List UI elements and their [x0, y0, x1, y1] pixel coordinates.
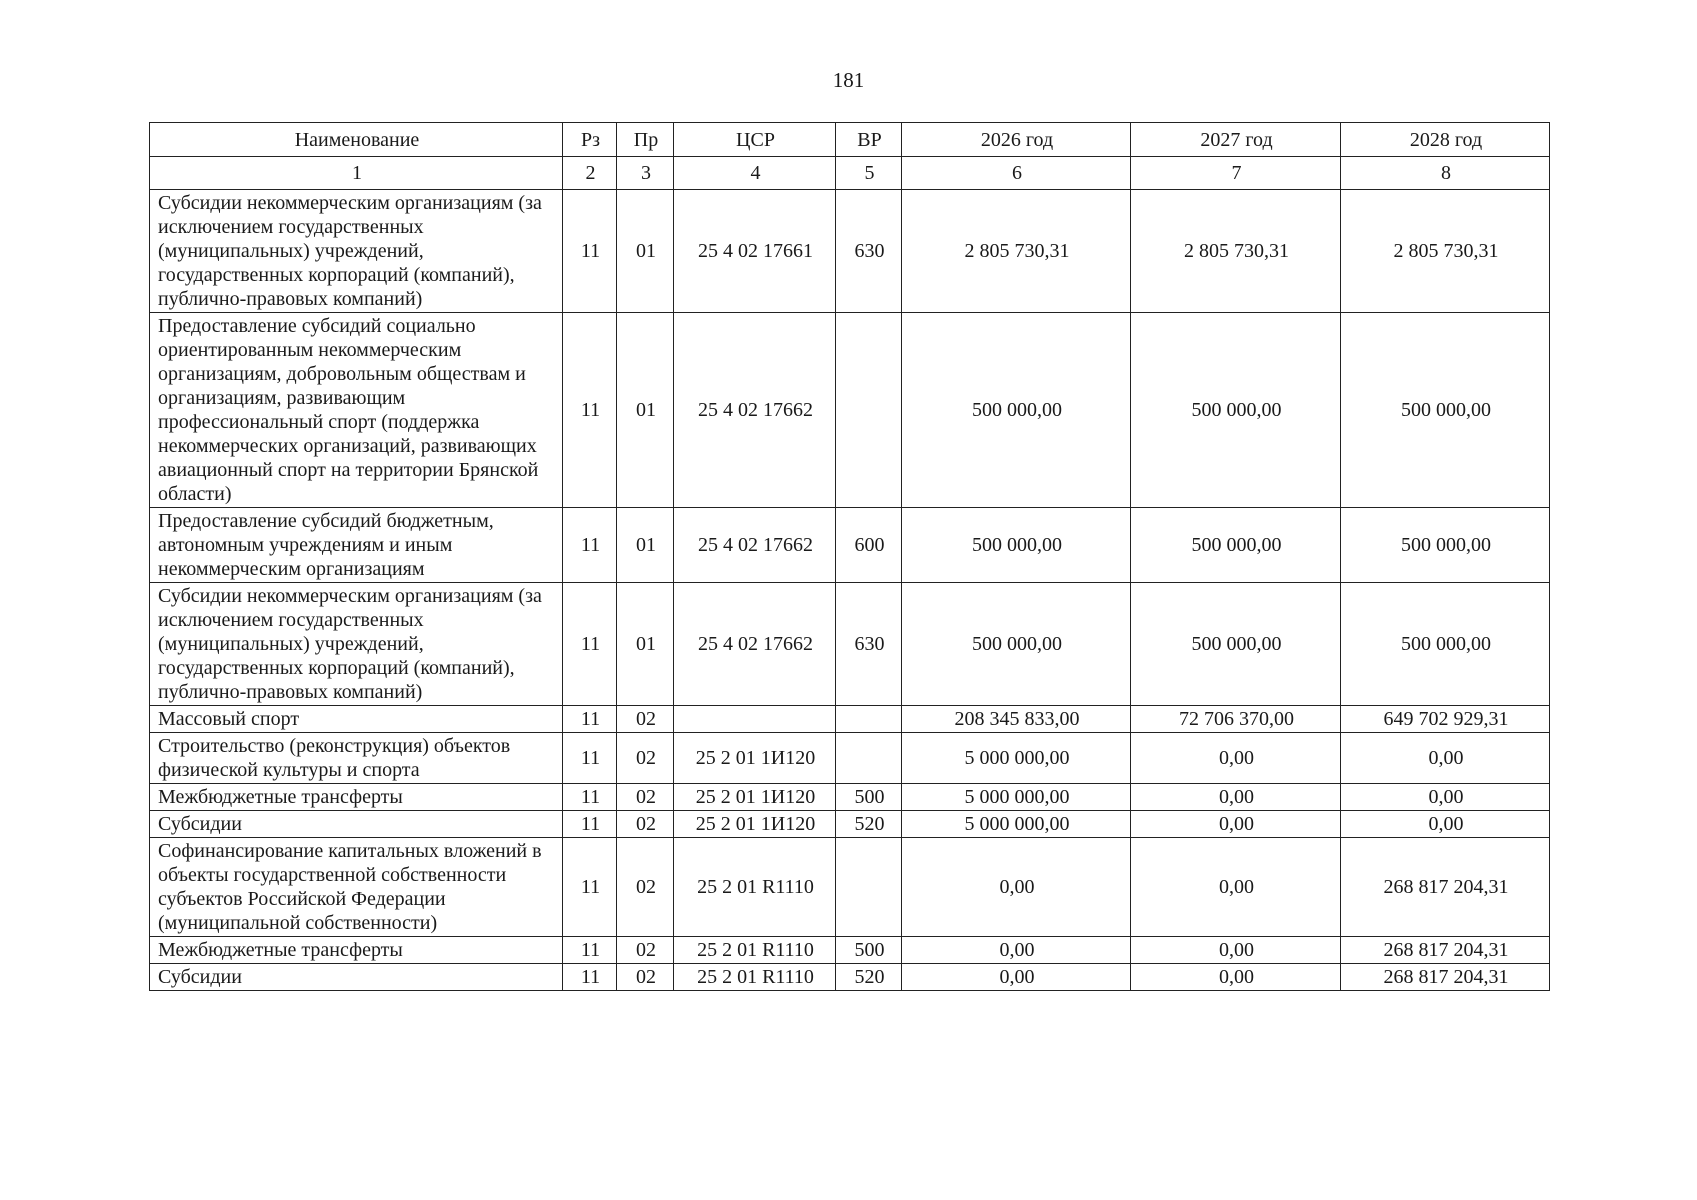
row-vr	[836, 313, 902, 508]
row-name: Предоставление субсидий бюджетным, автономным учреждениям и иным некоммерческим организациям	[150, 508, 563, 583]
column-number: 8	[1341, 157, 1550, 190]
row-pr: 02	[617, 784, 674, 811]
header-2027: 2027 год	[1131, 123, 1341, 157]
row-2026: 500 000,00	[902, 583, 1131, 706]
row-2028: 500 000,00	[1341, 313, 1550, 508]
row-2026: 208 345 833,00	[902, 706, 1131, 733]
table-row	[150, 838, 1550, 937]
table-row	[150, 313, 1550, 508]
row-vr: 520	[836, 964, 902, 991]
row-name: Субсидии	[150, 964, 563, 991]
column-number: 3	[617, 157, 674, 190]
column-number: 4	[674, 157, 836, 190]
row-name: Межбюджетные трансферты	[150, 784, 563, 811]
row-2026: 5 000 000,00	[902, 784, 1131, 811]
row-2027: 0,00	[1131, 964, 1341, 991]
row-2028: 0,00	[1341, 733, 1550, 784]
row-name: Строительство (реконструкция) объектов физической культуры и спорта	[150, 733, 563, 784]
column-number: 1	[150, 157, 563, 190]
row-csr: 25 2 01 R1110	[674, 937, 836, 964]
row-csr: 25 4 02 17662	[674, 583, 836, 706]
row-2026: 5 000 000,00	[902, 733, 1131, 784]
header-pr: Пр	[617, 123, 674, 157]
row-csr: 25 2 01 1И120	[674, 733, 836, 784]
row-pr: 02	[617, 706, 674, 733]
row-csr: 25 4 02 17662	[674, 313, 836, 508]
row-2027: 72 706 370,00	[1131, 706, 1341, 733]
row-2027: 0,00	[1131, 838, 1341, 937]
row-vr	[836, 838, 902, 937]
row-rz: 11	[563, 706, 617, 733]
row-pr: 02	[617, 964, 674, 991]
table-row	[150, 733, 1550, 784]
table-row	[150, 508, 1550, 583]
row-2027: 500 000,00	[1131, 508, 1341, 583]
row-vr	[836, 706, 902, 733]
row-vr: 630	[836, 583, 902, 706]
row-2028: 0,00	[1341, 784, 1550, 811]
table-row	[150, 937, 1550, 964]
row-2026: 2 805 730,31	[902, 190, 1131, 313]
row-rz: 11	[563, 190, 617, 313]
row-2027: 0,00	[1131, 811, 1341, 838]
row-csr	[674, 706, 836, 733]
row-2026: 0,00	[902, 937, 1131, 964]
row-2027: 0,00	[1131, 937, 1341, 964]
row-rz: 11	[563, 733, 617, 784]
row-2028: 649 702 929,31	[1341, 706, 1550, 733]
header-2028: 2028 год	[1341, 123, 1550, 157]
row-2027: 500 000,00	[1131, 583, 1341, 706]
row-2027: 0,00	[1131, 733, 1341, 784]
column-number: 2	[563, 157, 617, 190]
row-2026: 500 000,00	[902, 313, 1131, 508]
row-2028: 268 817 204,31	[1341, 937, 1550, 964]
header-name: Наименование	[150, 123, 563, 157]
column-number: 5	[836, 157, 902, 190]
row-csr: 25 2 01 R1110	[674, 838, 836, 937]
row-name: Софинансирование капитальных вложений в объекты государственной собственности субъектов Российской Федерации (муниципальной собственности)	[150, 838, 563, 937]
table-row	[150, 811, 1550, 838]
row-rz: 11	[563, 838, 617, 937]
row-pr: 02	[617, 733, 674, 784]
budget-table	[149, 122, 1550, 991]
row-2028: 500 000,00	[1341, 583, 1550, 706]
row-2027: 2 805 730,31	[1131, 190, 1341, 313]
row-vr: 500	[836, 784, 902, 811]
row-pr: 02	[617, 838, 674, 937]
row-pr: 01	[617, 313, 674, 508]
row-rz: 11	[563, 313, 617, 508]
row-pr: 02	[617, 811, 674, 838]
row-vr: 500	[836, 937, 902, 964]
row-csr: 25 2 01 1И120	[674, 784, 836, 811]
header-vr: ВР	[836, 123, 902, 157]
row-rz: 11	[563, 583, 617, 706]
row-name: Предоставление субсидий социально ориентированным некоммерческим организациям, добровольным обществам и организациям, развивающим профессиональный спорт (поддержка некоммерческих организаций, развивающих авиационный спорт на территории Брянской области)	[150, 313, 563, 508]
row-name: Межбюджетные трансферты	[150, 937, 563, 964]
row-2028: 0,00	[1341, 811, 1550, 838]
row-2026: 500 000,00	[902, 508, 1131, 583]
row-2026: 0,00	[902, 838, 1131, 937]
row-csr: 25 2 01 R1110	[674, 964, 836, 991]
row-csr: 25 4 02 17661	[674, 190, 836, 313]
row-rz: 11	[563, 811, 617, 838]
row-vr: 600	[836, 508, 902, 583]
row-rz: 11	[563, 784, 617, 811]
row-2028: 268 817 204,31	[1341, 964, 1550, 991]
header-2026: 2026 год	[902, 123, 1131, 157]
table-row	[150, 190, 1550, 313]
row-2026: 5 000 000,00	[902, 811, 1131, 838]
row-csr: 25 2 01 1И120	[674, 811, 836, 838]
row-vr	[836, 733, 902, 784]
row-name: Субсидии некоммерческим организациям (за исключением государственных (муниципальных) учреждений, государственных корпораций (компаний), публично-правовых компаний)	[150, 190, 563, 313]
row-2027: 0,00	[1131, 784, 1341, 811]
column-number-row	[150, 157, 1550, 190]
row-name: Субсидии некоммерческим организациям (за исключением государственных (муниципальных) учреждений, государственных корпораций (компаний), публично-правовых компаний)	[150, 583, 563, 706]
row-rz: 11	[563, 964, 617, 991]
row-pr: 01	[617, 190, 674, 313]
row-name: Массовый спорт	[150, 706, 563, 733]
row-2028: 500 000,00	[1341, 508, 1550, 583]
row-csr: 25 4 02 17662	[674, 508, 836, 583]
row-rz: 11	[563, 508, 617, 583]
row-2026: 0,00	[902, 964, 1131, 991]
row-vr: 630	[836, 190, 902, 313]
row-pr: 01	[617, 508, 674, 583]
table-row	[150, 583, 1550, 706]
row-pr: 01	[617, 583, 674, 706]
row-2028: 2 805 730,31	[1341, 190, 1550, 313]
row-name: Субсидии	[150, 811, 563, 838]
column-number: 7	[1131, 157, 1341, 190]
row-vr: 520	[836, 811, 902, 838]
row-2028: 268 817 204,31	[1341, 838, 1550, 937]
row-pr: 02	[617, 937, 674, 964]
header-csr: ЦСР	[674, 123, 836, 157]
column-number: 6	[902, 157, 1131, 190]
table-row	[150, 784, 1550, 811]
row-2027: 500 000,00	[1131, 313, 1341, 508]
row-rz: 11	[563, 937, 617, 964]
table-row	[150, 706, 1550, 733]
page-number: 181	[832, 68, 865, 92]
header-row	[150, 123, 1550, 157]
table-row	[150, 964, 1550, 991]
header-rz: Рз	[563, 123, 617, 157]
